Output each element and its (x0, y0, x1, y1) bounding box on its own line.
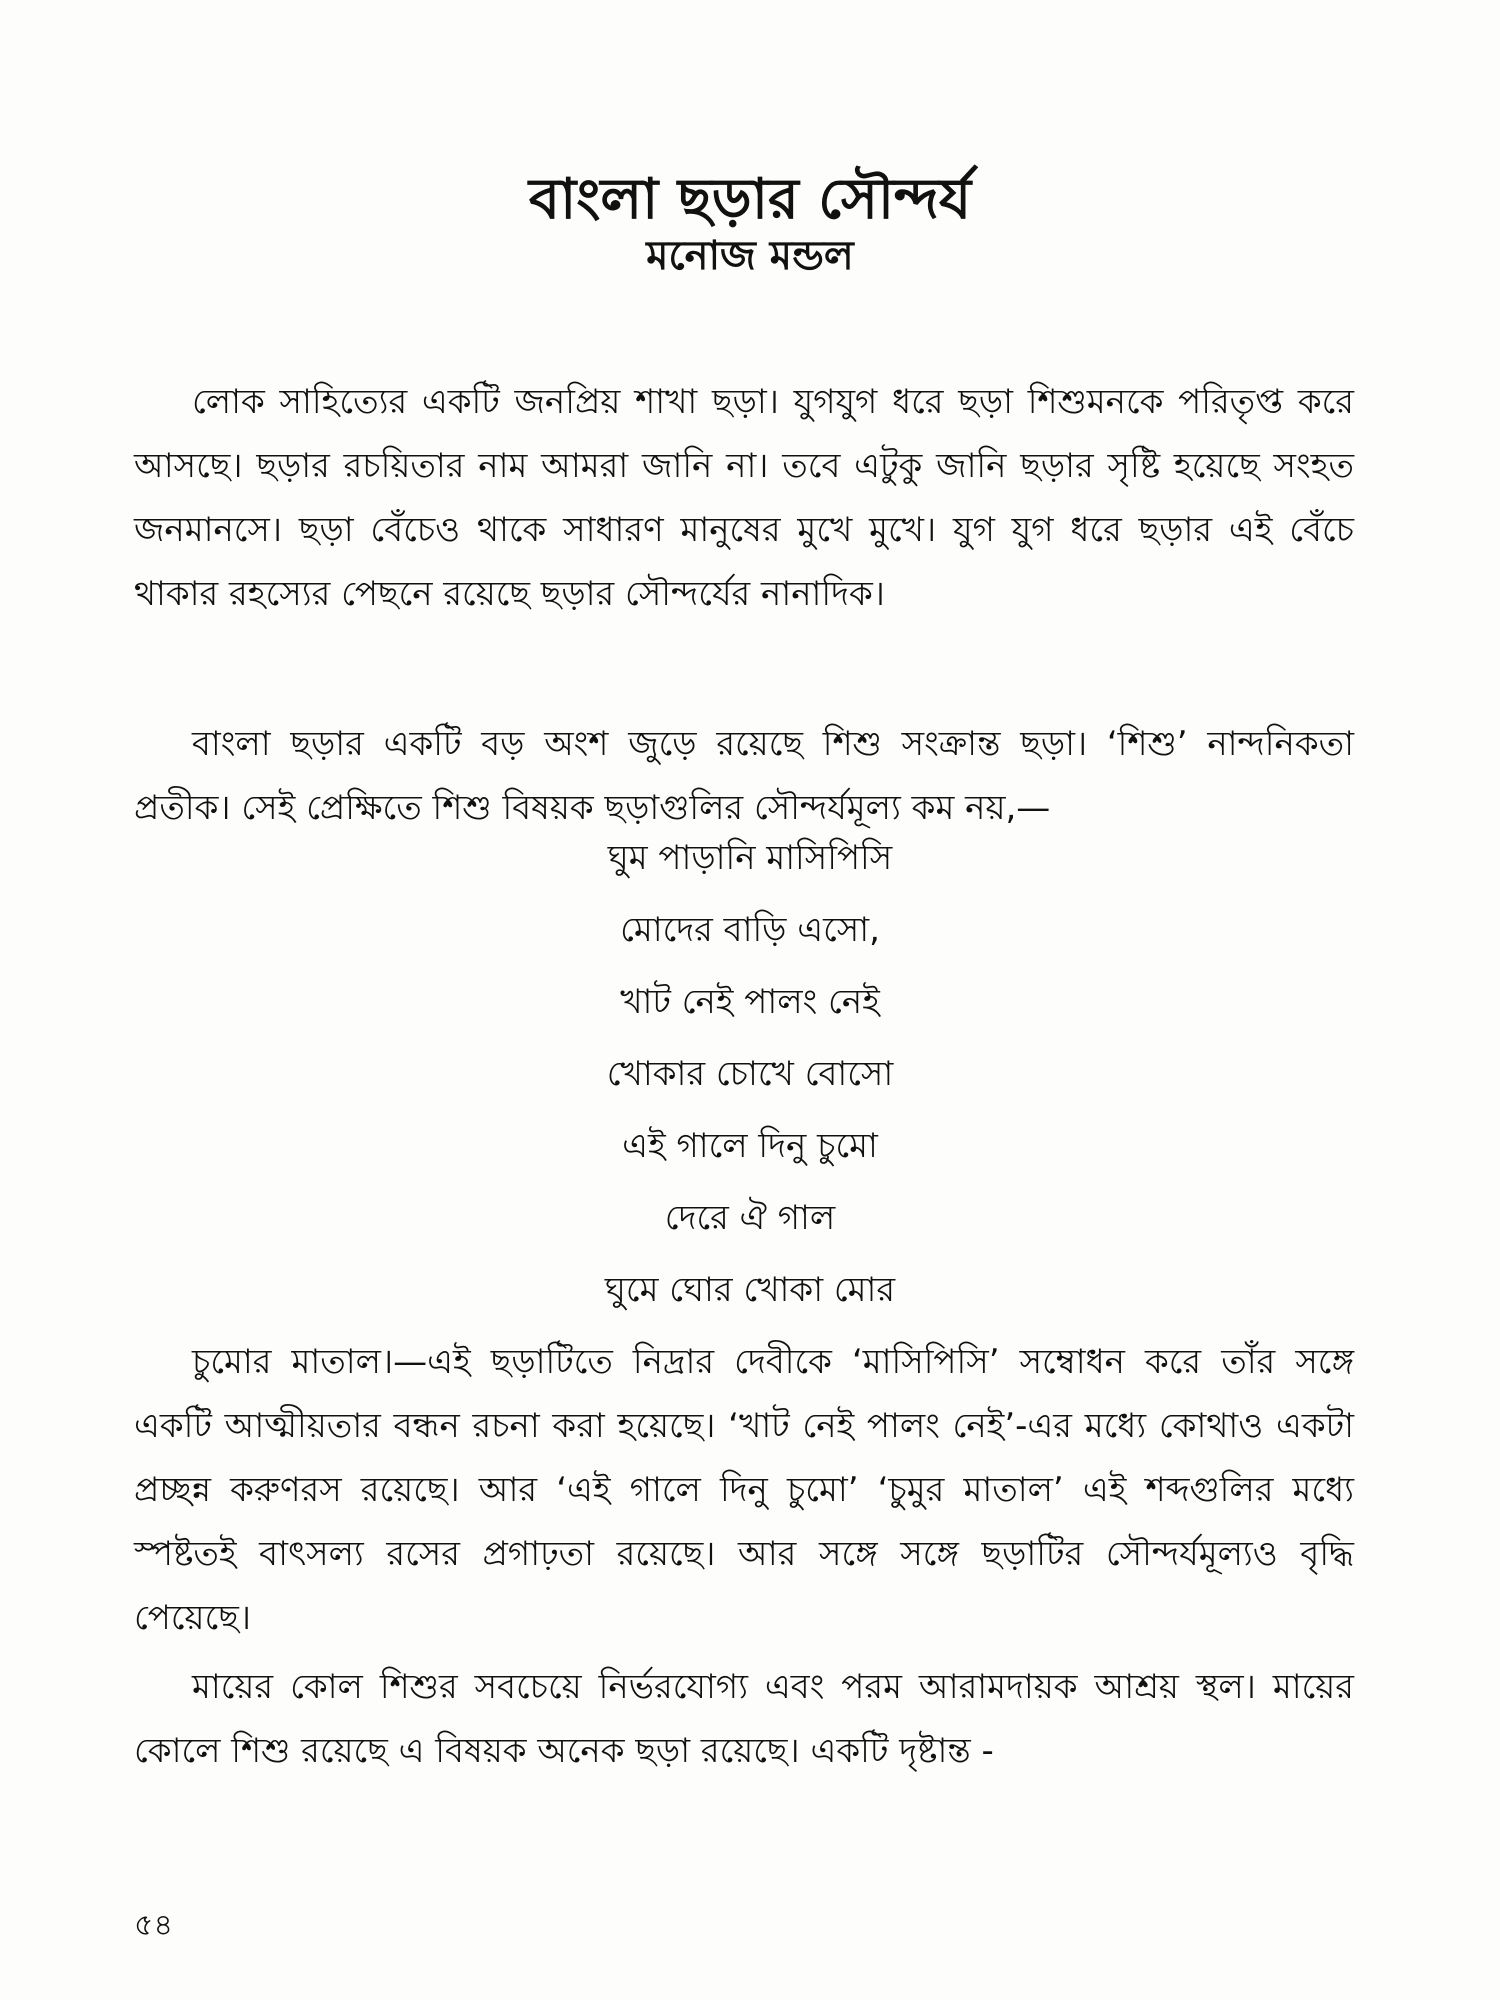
verse-line: খোকার চোখে বোসো (606, 1054, 894, 1094)
rhyme-verse (0, 822, 1500, 1326)
verse-line: দেরে ঐ গাল (664, 1198, 836, 1238)
verse-line: এই গালে দিনু চুমো (622, 1126, 878, 1166)
paragraph-3: চুমোর মাতাল।—এই ছড়াটিতে নিদ্রার দেবীকে ‘মাসিপিসি’ সম্বোধন করে তাঁর সঙ্গে একটি আত্মীয়তার বন্ধন রচনা করা হয়েছে। ‘খাট নেই পালং নেই’-এর মধ্যে কোথাও একটা প্রচ্ছন্ন করুণরস রয়েছে। আর ‘এই গালে দিনু চুমো’ ‘চুমুর মাতাল’ এই শব্দগুলির মধ্যে স্পষ্টতই বাৎসল্য রসের প্রগাঢ়তা রয়েছে। আর সঙ্গে সঙ্গে ছড়াটির সৌন্দর্যমূল্যও বৃদ্ধি পেয়েছে। (134, 1342, 1354, 1638)
page-number: ৫৪ (134, 1908, 173, 1943)
document-title: বাংলা ছড়ার সৌন্দর্য (528, 166, 972, 232)
paragraph-4: মায়ের কোল শিশুর সবচেয়ে নির্ভরযোগ্য এবং পরম আরামদায়ক আশ্রয় স্থল। মায়ের কোলে শিশু রয়েছে এ বিষয়ক অনেক ছড়া রয়েছে। একটি দৃষ্টান্ত - (134, 1667, 1354, 1771)
paragraph-2: বাংলা ছড়ার একটি বড় অংশ জুড়ে রয়েছে শিশু সংক্রান্ত ছড়া। ‘শিশু’ নান্দনিকতা প্রতীক। সেই প্রেক্ষিতে শিশু বিষয়ক ছড়াগুলির সৌন্দর্যমূল্য কম নয়,— (134, 724, 1354, 828)
author-name: মনোজ মন্ডল (646, 233, 854, 279)
verse-line: খাট নেই পালং নেই (620, 982, 880, 1022)
paragraph-1: লোক সাহিত্যের একটি জনপ্রিয় শাখা ছড়া। যুগযুগ ধরে ছড়া শিশুমনকে পরিতৃপ্ত করে আসছে। ছড়ার রচয়িতার নাম আমরা জানি না। তবে এটুকু জানি ছড়ার সৃষ্টি হয়েছে সংহত জনমানসে। ছড়া বেঁচেও থাকে সাধারণ মানুষের মুখে মুখে। যুগ যুগ ধরে ছড়ার এই বেঁচে থাকার রহস্যের পেছনে রয়েছে ছড়ার সৌন্দর্যের নানাদিক। (134, 382, 1354, 614)
verse-line: ঘুম পাড়ানি মাসিপিসি (607, 838, 893, 878)
verse-line: ঘুমে ঘোর খোকা মোর (604, 1270, 896, 1310)
verse-line: মোদের বাড়ি এসো, (620, 910, 880, 950)
